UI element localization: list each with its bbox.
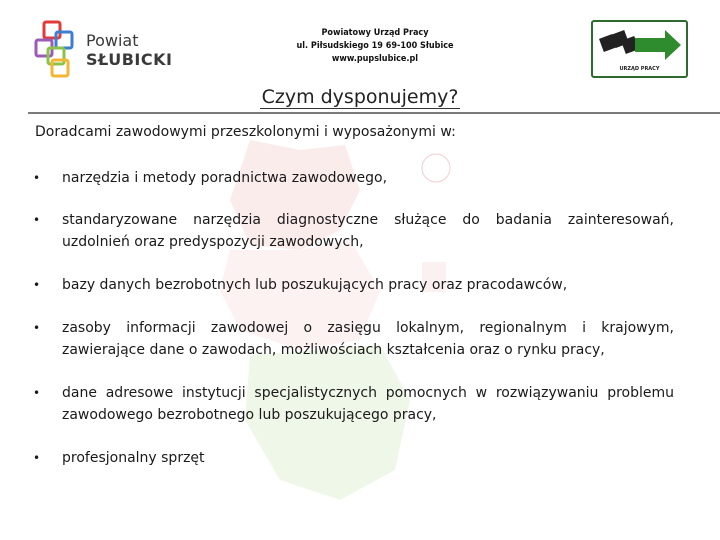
bullet-icon: • (33, 451, 41, 465)
powiat-slubicki-logo (32, 18, 172, 82)
bullet-icon: • (33, 321, 41, 335)
list-item-text: narzędzia i metody poradnictwa zawodowego, (62, 170, 388, 186)
colored-squares-icon (32, 18, 82, 78)
office-website: www.pupslubice.pl (331, 54, 419, 64)
title-divider (28, 112, 720, 114)
list-item-text: bazy danych bezrobotnych lub poszukujących pracy oraz pracodawców, (62, 277, 568, 293)
bullet-icon: • (33, 171, 41, 185)
list-item-text: standaryzowane narzędzia diagnostyczne służące do badania zainteresowań, uzdolnień oraz predyspozycji zawodowych, (62, 212, 674, 250)
arrow-squares-icon (593, 24, 686, 68)
bullet-icon: • (33, 213, 41, 227)
bullet-icon: • (33, 278, 41, 292)
page-title (0, 86, 720, 108)
bullet-icon: • (33, 386, 41, 400)
logo-line2: SŁUBICKI (86, 50, 173, 69)
list-item-text: zasoby informacji zawodowej o zasięgu lokalnym, regionalnym i krajowym, zawierające dane o zawodach, możliwościach kształcenia oraz o rynku pracy, (62, 320, 674, 358)
office-address: ul. Piłsudskiego 19 69-100 Słubice (296, 41, 454, 51)
list-item-text: profesjonalny sprzęt (62, 450, 205, 466)
office-name: Powiatowy Urząd Pracy (321, 28, 429, 38)
urzad-pracy-logo (591, 20, 688, 78)
page-title-text: Czym dysponujemy? (261, 86, 459, 108)
intro-text: Doradcami zawodowymi przeszkolonymi i wyposażonymi w: (35, 124, 456, 140)
list-item-text: dane adresowe instytucji specjalistycznych pomocnych w rozwiązywaniu problemu zawodowego bezrobotnego lub poszukującego pracy, (62, 385, 674, 423)
logo-caption: URZĄD PRACY (619, 66, 660, 72)
logo-line1: Powiat (86, 31, 139, 50)
office-info (250, 27, 500, 66)
